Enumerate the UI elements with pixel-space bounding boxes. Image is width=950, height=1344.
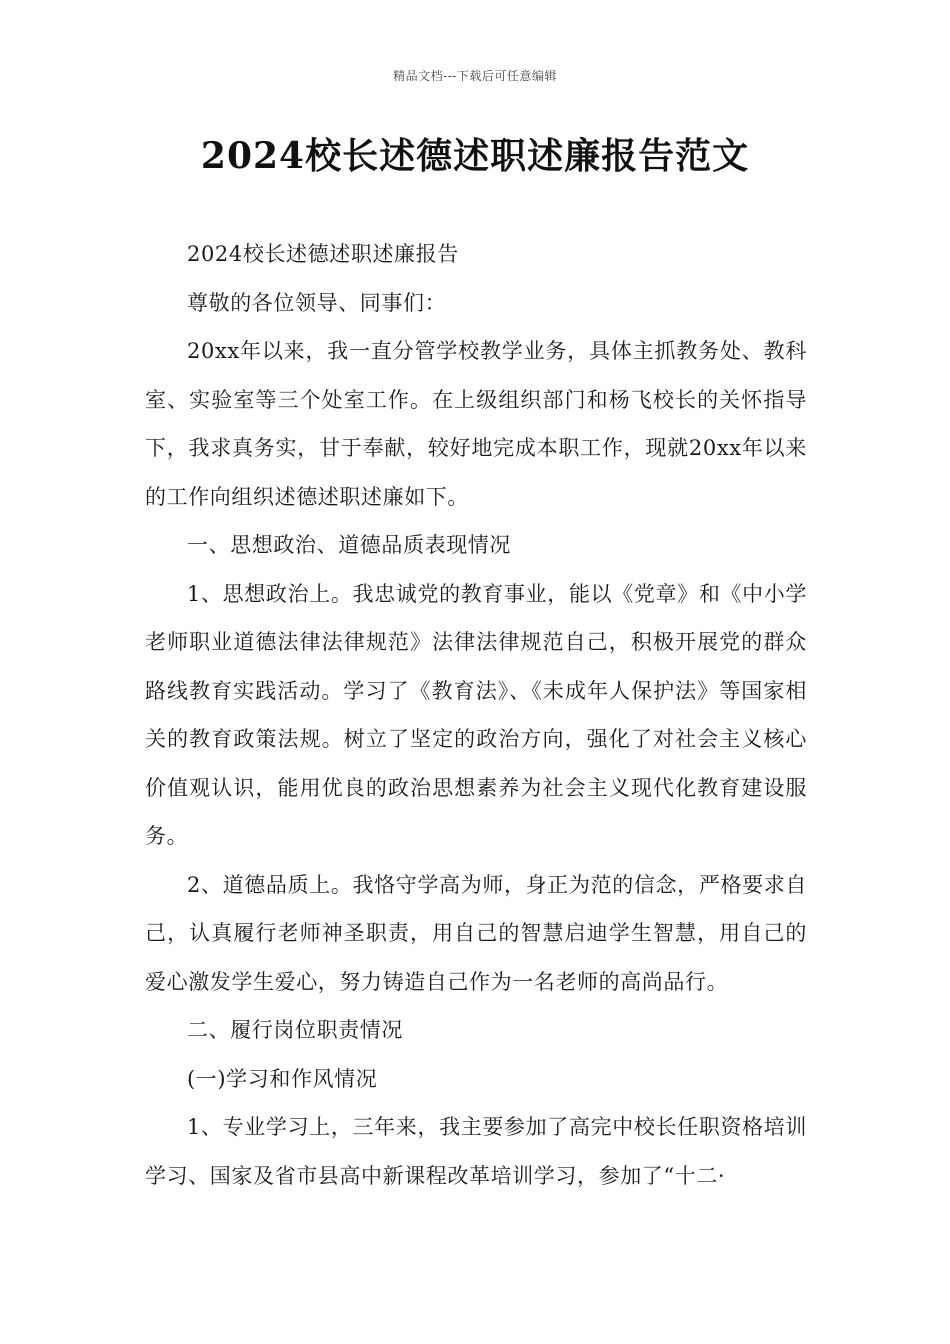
paragraph-political: 1、思想政治上。我忠诚党的教育事业，能以《党章》和《中小学老师职业道德法律法律规范》法律法律规范自己，积极开展党的群众路线教育实践活动。学习了《教育法》、《未成年人保护法》等国家相关的教育政策法规。树立了坚定的政治方向，强化了对社会主义核心价值观认识，能用优良的政治思想素养为社会主义现代化教育建设服务。: [145, 581, 807, 848]
header-note: 精品文档---下载后可任意编辑: [393, 69, 557, 83]
paragraph-study: 1、专业学习上，三年来，我主要参加了高完中校长任职资格培训学习、国家及省市县高中新课程改革培训学习，参加了“十二·: [145, 1115, 807, 1188]
paragraph-intro: 20xx年以来，我一直分管学校教学业务，具体主抓教务处、教科室、实验室等三个处室工作。在上级组织部门和杨飞校长的关怀指导下，我求真务实，甘于奉献，较好地完成本职工作，现就20xx年以来的工作向组织述德述职述廉如下。: [145, 339, 807, 509]
section-heading-2: 二、履行岗位职责情况: [187, 1018, 403, 1042]
document-body: [145, 230, 807, 1200]
document-title: 2024校长述德述职述廉报告范文: [200, 135, 750, 177]
paragraph-salutation: 尊敬的各位领导、同事们：: [187, 290, 447, 315]
subsection-heading-1: (一)学习和作风情况: [187, 1066, 378, 1091]
section-heading-1: 一、思想政治、道德品质表现情况: [187, 533, 511, 557]
paragraph-moral: 2、道德品质上。我恪守学高为师，身正为范的信念，严格要求自己，认真履行老师神圣职责，用自己的智慧启迪学生智慧，用自己的爱心激发学生爱心，努力铸造自己作为一名老师的高尚品行。: [145, 872, 807, 994]
paragraph-subtitle: 2024校长述德述职述廉报告: [187, 242, 459, 266]
